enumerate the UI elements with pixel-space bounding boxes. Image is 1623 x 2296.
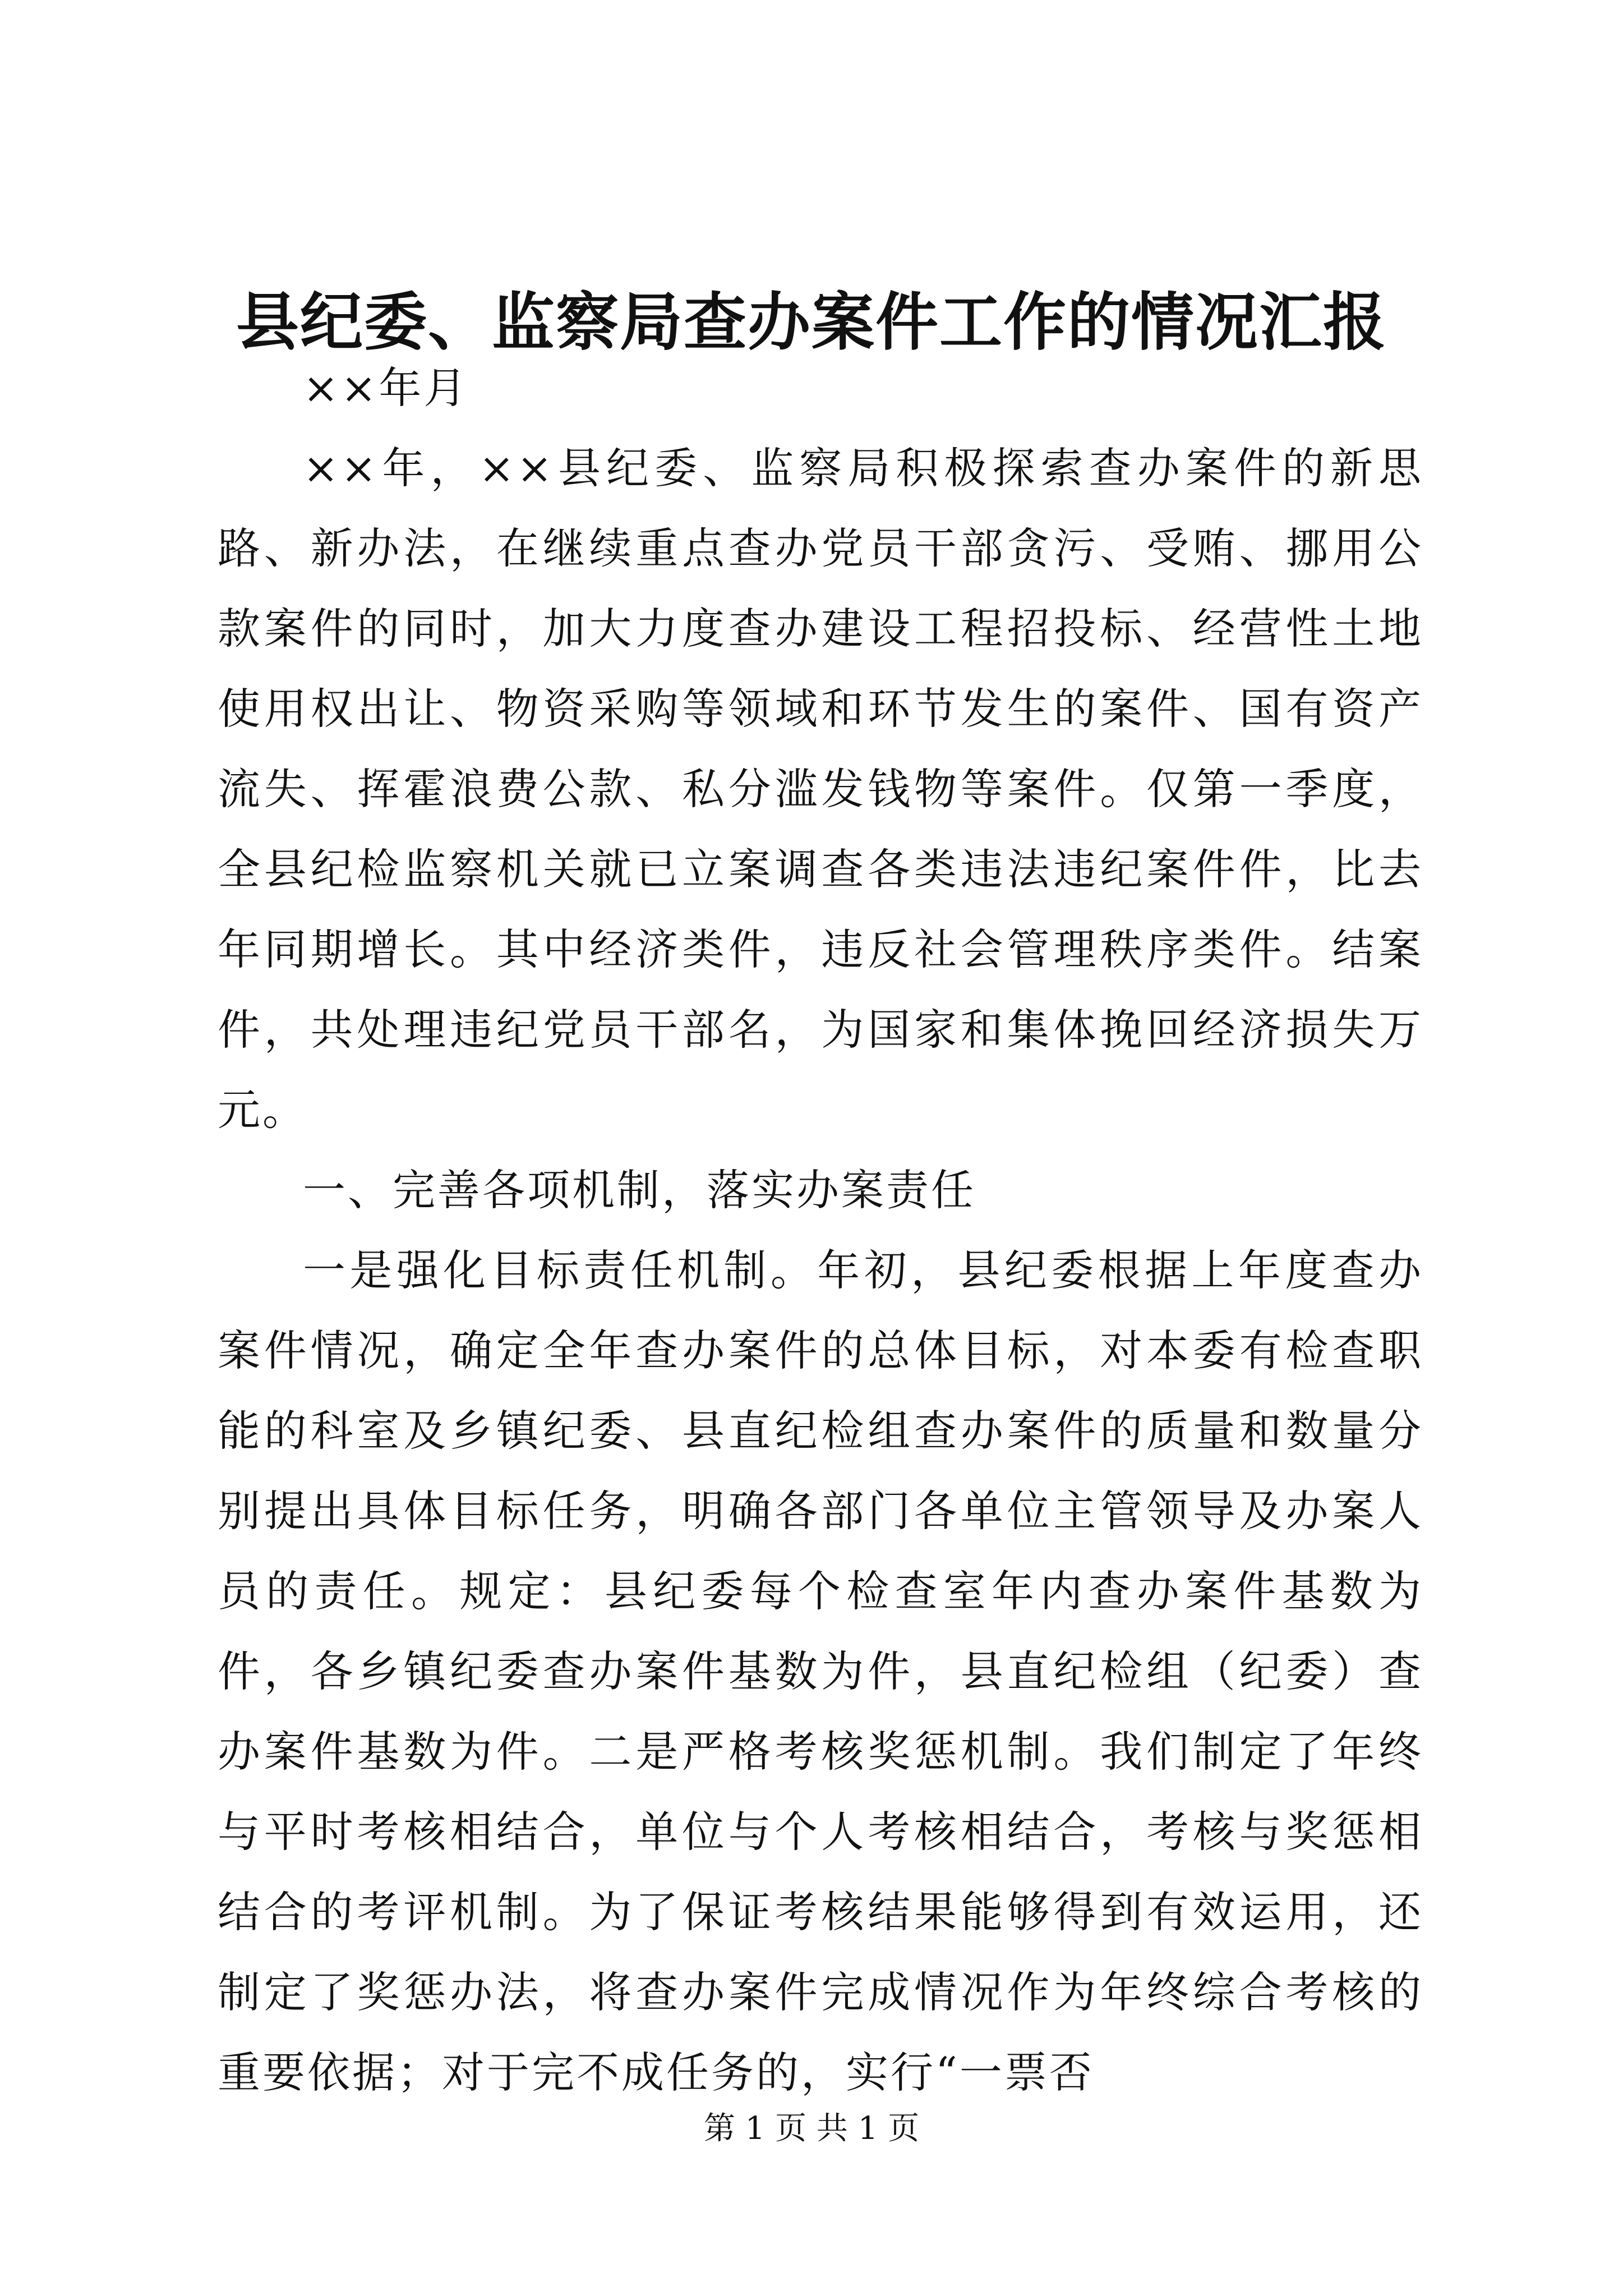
document-title: 县纪委、监察局查办案件工作的情况汇报 [236,286,1387,359]
document-body [218,348,1423,2113]
paragraph-section-1: 一是强化目标责任机制。年初，县纪委根据上年度查办案件情况，确定全年查办案件的总体目标，对本委有检查职能的科室及乡镇纪委、县直纪检组查办案件的质量和数量分别提出具体目标任务，明确各部门各单位主管领导及办案人员的责任。规定：县纪委每个检查室年内查办案件基数为件，各乡镇纪委查办案件基数为件，县直纪检组（纪委）查办案件基数为件。二是严格考核奖惩机制。我们制定了年终与平时考核相结合，单位与个人考核相结合，考核与奖惩相结合的考评机制。为了保证考核结果能够得到有效运用，还制定了奖惩办法，将查办案件完成情况作为年终综合考核的重要依据；对于完不成任务的，实行“一票否 [218,1245,1423,2097]
paragraph-intro: ××年，××县纪委、监察局积极探索查办案件的新思路、新办法，在继续重点查办党员干部贪污、受贿、挪用公款案件的同时，加大力度查办建设工程招投标、经营性土地使用权出让、物资采购等领域和环节发生的案件、国有资产流失、挥霍浪费公款、私分滥发钱物等案件。仅第一季度，全县纪检监察机关就已立案调查各类违法违纪案件件，比去年同期增长。其中经济类件，违反社会管理秩序类件。结案件，共处理违纪党员干部名，为国家和集体挽回经济损失万元。 [218,443,1423,1135]
section-heading-1: 一、完善各项机制，落实办案责任 [303,1165,976,1215]
date-line: ××年月 [303,363,469,413]
page-footer: 第 1 页 共 1 页 [703,2110,920,2147]
